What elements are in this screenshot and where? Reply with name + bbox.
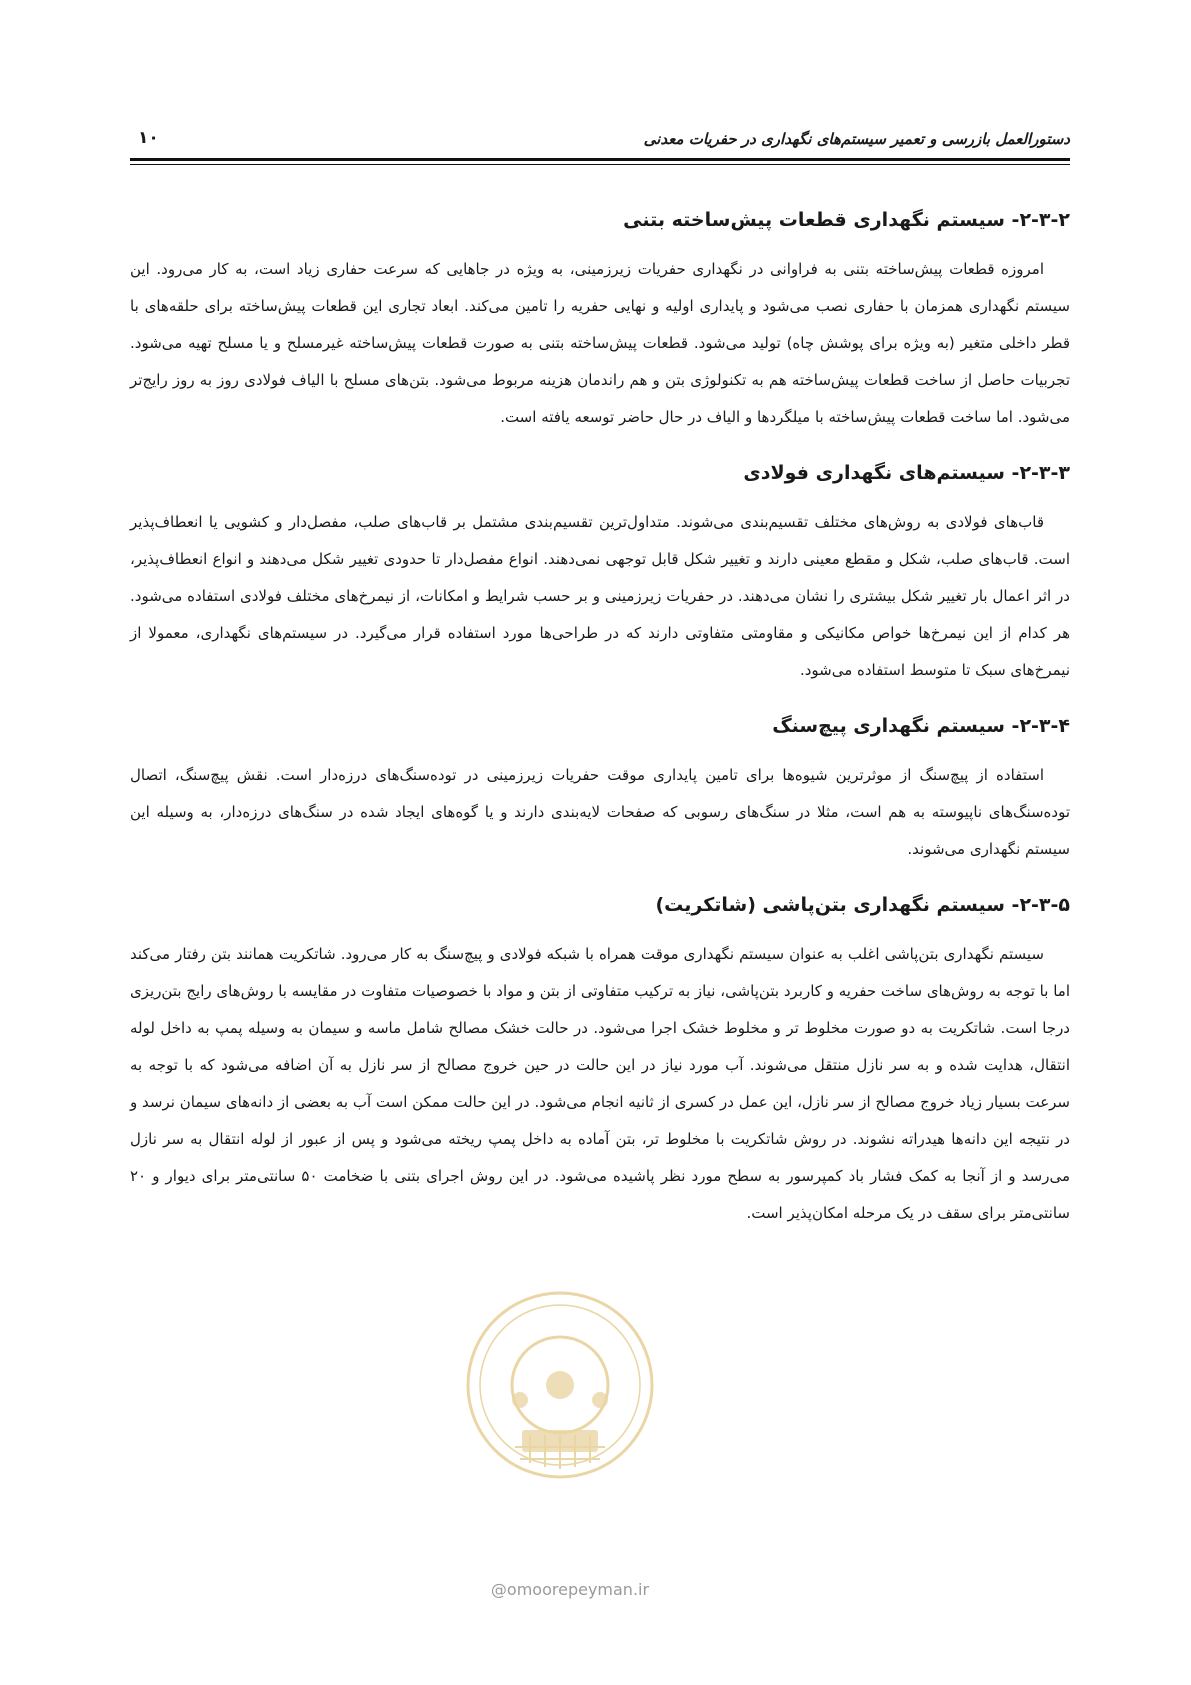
section-heading-steel: ۲-۳-۳- سیستم‌های نگهداری فولادی xyxy=(743,462,1070,484)
body-content xyxy=(130,205,1070,1254)
header-title: دستورالعمل بازرسی و تعمیر سیستم‌های نگهداری در حفریات معدنی xyxy=(643,130,1070,148)
watermark-url: @omoorepeyman.ir xyxy=(490,1580,650,1599)
section-paragraph-precast: امروزه قطعات پیش‌ساخته بتنی به فراوانی در نگهداری حفریات زیرزمینی، به ویژه در جاهایی که سرعت حفاری زیاد است، به کار می‌رود. این سیستم نگهداری همزمان با حفاری نصب می‌شود و پایداری اولیه و نهایی حفریه را تامین می‌کند. ابعاد تجاری این قطعات پیش‌ساخته برای حلقه‌های با قطر داخلی متغیر (به ویژه برای پوشش چاه) تولید می‌شود. قطعات پیش‌ساخته بتنی به صورت قطعات پیش‌ساخته غیرمسلح و یا مسلح تهیه می‌شود. تجربیات حاصل از ساخت قطعات پیش‌ساخته هم به تکنولوژی بتن و هم راندمان هزینه مربوط می‌شود. بتن‌های مسلح با الیاف فولادی روز به روز رایج‌تر می‌شود. اما ساخت قطعات پیش‌ساخته با میلگردها و الیاف در حال حاضر توسعه یافته است. xyxy=(130,260,1070,426)
header-rule-thin xyxy=(130,164,1070,165)
header-rule-thick xyxy=(130,158,1070,161)
running-header xyxy=(130,128,1070,158)
section-paragraph-shotcrete: سیستم نگهداری بتن‌پاشی اغلب به عنوان سیستم نگهداری موقت همراه با شبکه فولادی و پیچ‌سنگ به کار می‌رود. شاتکریت همانند بتن رفتار می‌کند اما با توجه به روش‌های ساخت حفریه و کاربرد بتن‌پاشی، نیاز به ترکیب متفاوتی از بتن و مواد با خصوصیات متفاوت در مقایسه با روش‌های رایج بتن‌ریزی درجا است. شاتکریت به دو صورت مخلوط تر و مخلوط خشک اجرا می‌شود. در حالت خشک مصالح شامل ماسه و سیمان به وسیله پمپ به داخل لوله انتقال، هدایت شده و به سر نازل منتقل می‌شوند. آب مورد نیاز در این حالت در حین خروج مصالح از سر نازل به آن اضافه می‌شود که با توجه به سرعت بسیار زیاد خروج مصالح از سر نازل، این عمل در کسری از ثانیه انجام می‌شود. در این حالت ممکن است آب به بعضی از دانه‌های سیمان نرسد و در نتیجه این دانه‌ها هیدراته نشوند. در روش شاتکریت با مخلوط تر، بتن آماده به داخل پمپ ریخته می‌شود و پس از عبور از لوله انتقال به سر نازل می‌رسد و از آنجا به کمک فشار باد کمپرسور به سطح مورد نظر پاشیده می‌شود. در این روش اجرای بتنی با ضخامت ۵۰ سانتی‌متر برای دیوار و ۲۰ سانتی‌متر برای سقف در یک مرحله امکان‌پذیر است. xyxy=(130,945,1070,1222)
section-heading-precast: ۲-۳-۲- سیستم نگهداری قطعات پیش‌ساخته بتنی xyxy=(623,209,1070,231)
document-page xyxy=(130,0,1070,1685)
section-paragraph-steel: قاب‌های فولادی به روش‌های مختلف تقسیم‌بندی می‌شوند. متداول‌ترین تقسیم‌بندی مشتمل بر قاب‌های صلب، مفصل‌دار و کشویی یا انعطاف‌پذیر است. قاب‌های صلب، شکل و مقطع معینی دارند و تغییر شکل قابل توجهی نمی‌دهند. انواع مفصل‌دار تا حدودی تغییر شکل می‌دهند و انواع انعطاف‌پذیر، در اثر اعمال بار تغییر شکل بیشتری را نشان می‌دهند. در حفریات زیرزمینی و بر حسب شرایط و امکانات، از نیمرخ‌های مختلف فولادی استفاده می‌شود. هر کدام از این نیمرخ‌ها خواص مکانیکی و مقاومتی متفاوتی دارند که در طراحی‌ها مورد استفاده قرار می‌گیرد. در سیستم‌های نگهداری، معمولا از نیمرخ‌های سبک تا متوسط استفاده می‌شود. xyxy=(130,513,1070,679)
section-heading-rockbolt: ۲-۳-۴- سیستم نگهداری پیچ‌سنگ xyxy=(772,715,1070,737)
section-heading-shotcrete: ۲-۳-۵- سیستم نگهداری بتن‌پاشی (شاتکریت) xyxy=(655,894,1070,916)
page-number: ۱۰ xyxy=(138,128,159,148)
section-paragraph-rockbolt: استفاده از پیچ‌سنگ از موثرترین شیوه‌ها برای تامین پایداری موقت حفریات زیرزمینی در توده‌سنگ‌های درزه‌دار است. نقش پیچ‌سنگ، اتصال توده‌سنگ‌های ناپیوسته به هم است، مثلا در سنگ‌های رسوبی که صفحات لایه‌بندی دارند و یا گوه‌های ایجاد شده در سنگ‌های درزه‌دار، به وسیله این سیستم نگهداری می‌شوند. xyxy=(130,766,1070,858)
